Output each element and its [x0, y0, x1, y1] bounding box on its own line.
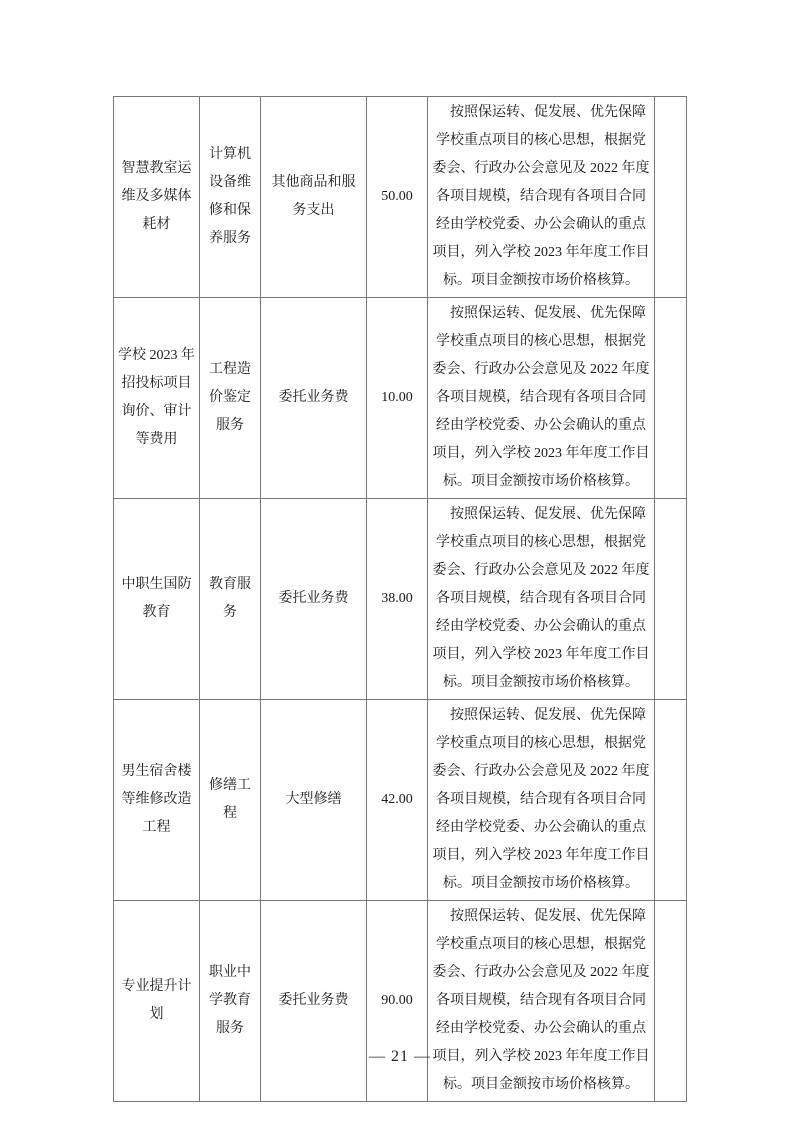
project-name-cell: 中职生国防教育 — [114, 499, 200, 700]
project-name-cell: 智慧教室运维及多媒体耗材 — [114, 97, 200, 298]
service-category-cell: 修缮工程 — [200, 700, 261, 901]
description-cell: 按照保运转、促发展、优先保障学校重点项目的核心思想，根据党委会、行政办公会意见及 2022 年度各项目规模，结合现有各项目合同经由学校党委、办公会确认的重点项目，列入学校 2023 年年度工作目标。项目金额按市场价格核算。 — [428, 901, 655, 1102]
service-category-cell: 计算机设备维修和保养服务 — [200, 97, 261, 298]
description-cell: 按照保运转、促发展、优先保障学校重点项目的核心思想，根据党委会、行政办公会意见及 2022 年度各项目规模，结合现有各项目合同经由学校党委、办公会确认的重点项目，列入学校 2023 年年度工作目标。项目金额按市场价格核算。 — [428, 700, 655, 901]
expense-type-cell: 委托业务费 — [261, 298, 367, 499]
description-cell: 按照保运转、促发展、优先保障学校重点项目的核心思想，根据党委会、行政办公会意见及 2022 年度各项目规模，结合现有各项目合同经由学校党委、办公会确认的重点项目，列入学校 2023 年年度工作目标。项目金额按市场价格核算。 — [428, 499, 655, 700]
page-number: — 21 — — [369, 1048, 431, 1065]
description-cell: 按照保运转、促发展、优先保障学校重点项目的核心思想，根据党委会、行政办公会意见及 2022 年度各项目规模，结合现有各项目合同经由学校党委、办公会确认的重点项目，列入学校 2023 年年度工作目标。项目金额按市场价格核算。 — [428, 97, 655, 298]
amount-cell: 50.00 — [367, 97, 428, 298]
note-cell — [655, 700, 687, 901]
project-name-cell: 学校 2023 年招投标项目询价、审计等费用 — [114, 298, 200, 499]
table-row — [114, 901, 687, 1102]
service-category-cell: 工程造价鉴定服务 — [200, 298, 261, 499]
expense-type-cell: 委托业务费 — [261, 901, 367, 1102]
note-cell — [655, 901, 687, 1102]
note-cell — [655, 499, 687, 700]
expense-type-cell: 其他商品和服务支出 — [261, 97, 367, 298]
table-row — [114, 700, 687, 901]
table-row — [114, 97, 687, 298]
table-row — [114, 298, 687, 499]
project-name-cell: 专业提升计划 — [114, 901, 200, 1102]
amount-cell: 90.00 — [367, 901, 428, 1102]
amount-cell: 42.00 — [367, 700, 428, 901]
project-budget-table — [113, 96, 687, 1102]
service-category-cell: 教育服务 — [200, 499, 261, 700]
expense-type-cell: 委托业务费 — [261, 499, 367, 700]
service-category-cell: 职业中学教育服务 — [200, 901, 261, 1102]
note-cell — [655, 97, 687, 298]
note-cell — [655, 298, 687, 499]
project-name-cell: 男生宿舍楼等维修改造工程 — [114, 700, 200, 901]
table-row — [114, 499, 687, 700]
expense-type-cell: 大型修缮 — [261, 700, 367, 901]
amount-cell: 38.00 — [367, 499, 428, 700]
amount-cell: 10.00 — [367, 298, 428, 499]
description-cell: 按照保运转、促发展、优先保障学校重点项目的核心思想，根据党委会、行政办公会意见及 2022 年度各项目规模，结合现有各项目合同经由学校党委、办公会确认的重点项目，列入学校 2023 年年度工作目标。项目金额按市场价格核算。 — [428, 298, 655, 499]
